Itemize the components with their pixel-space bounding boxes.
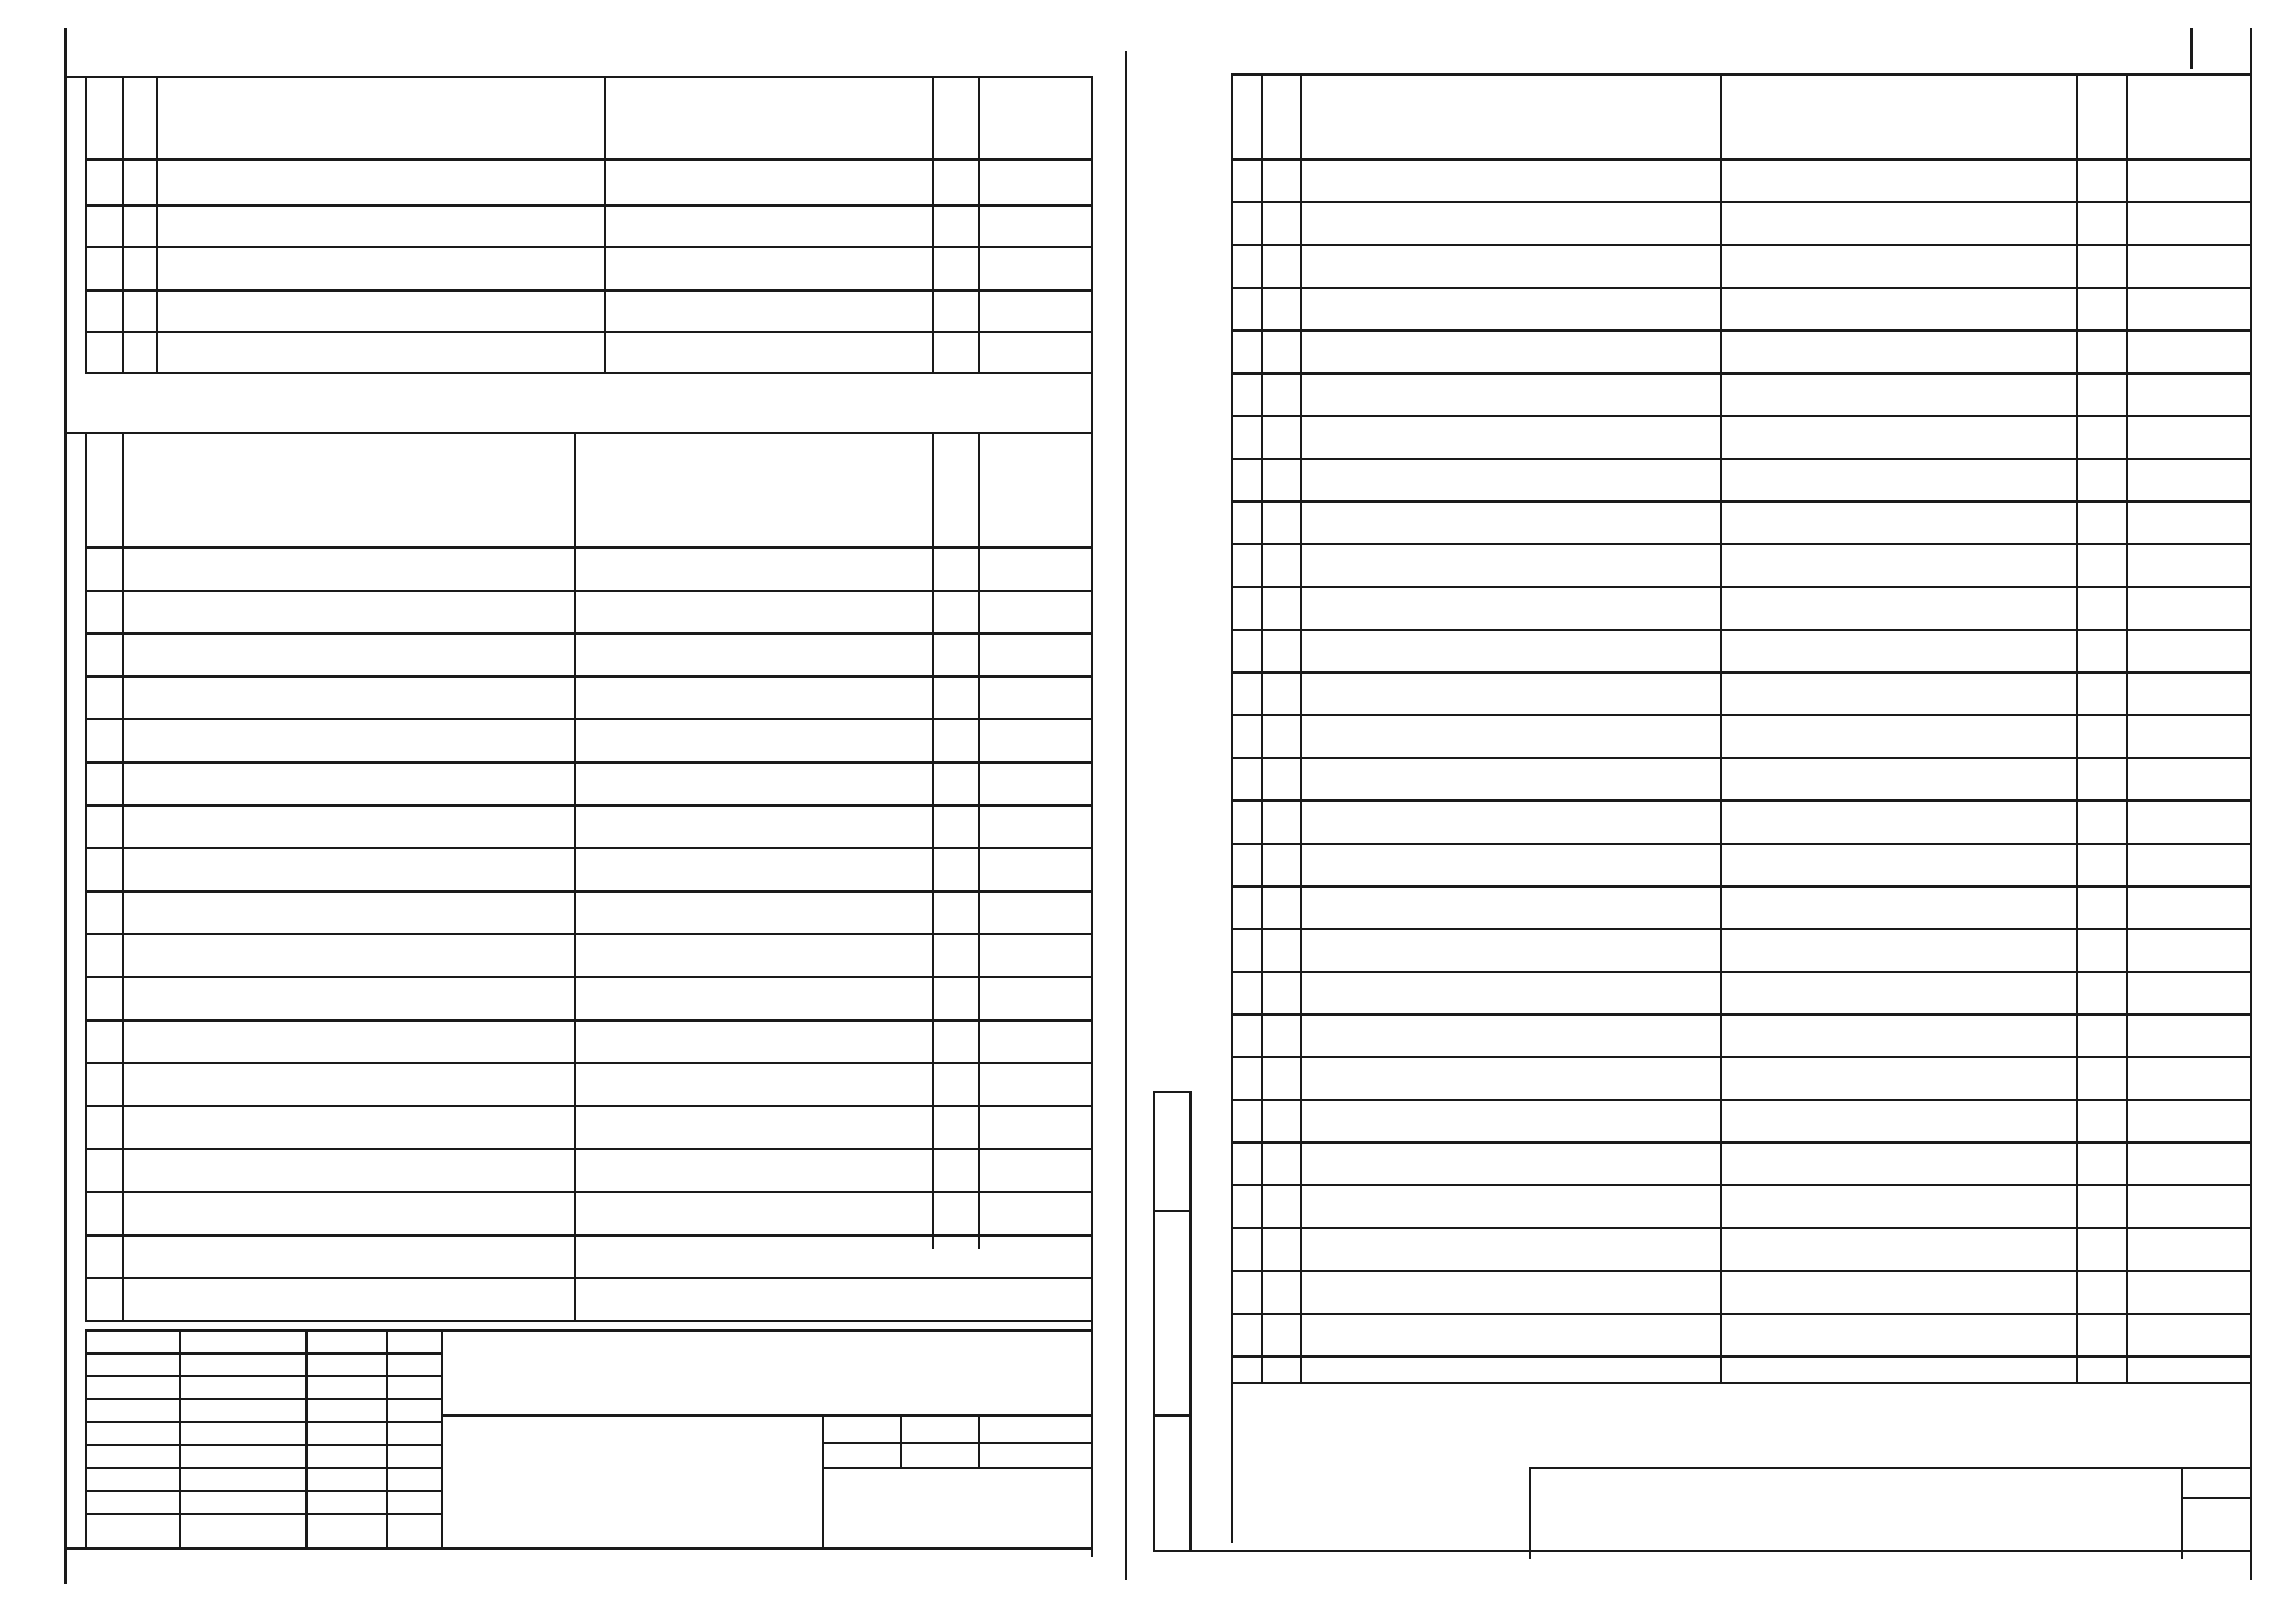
r-row-designation bbox=[1724, 460, 2066, 499]
r-stamp-doc-code bbox=[1529, 1488, 2181, 1538]
r-row-designation bbox=[1724, 845, 2066, 884]
var-row-qty bbox=[932, 720, 978, 759]
r-row-qty bbox=[2076, 759, 2126, 798]
var-row-designation bbox=[576, 1193, 921, 1232]
var-row-exec bbox=[156, 849, 569, 888]
r-row-designation bbox=[1724, 716, 2066, 755]
stamp-role bbox=[87, 1400, 179, 1421]
format-label bbox=[2030, 1554, 2213, 1586]
r-row-exec bbox=[1302, 417, 1715, 456]
r-row-designation bbox=[1724, 203, 2066, 242]
r-row-exec bbox=[1302, 1315, 1715, 1354]
r-row-designation bbox=[1724, 503, 2066, 542]
r-row-designation bbox=[1724, 375, 2066, 414]
r-row-exec bbox=[1302, 545, 1715, 585]
r-header-note bbox=[2126, 96, 2250, 147]
side-label-original-inv bbox=[1160, 1414, 1182, 1547]
r-row-qty bbox=[2076, 332, 2126, 371]
var-row-qty bbox=[932, 1150, 978, 1189]
var-header-exec-1 bbox=[174, 461, 569, 498]
r-row-qty bbox=[2076, 631, 2126, 670]
var-row-qty bbox=[932, 764, 978, 803]
var-row-designation bbox=[576, 935, 921, 974]
r-row-qty bbox=[2076, 1186, 2126, 1225]
r-row-qty bbox=[2076, 716, 2126, 755]
r-row-qty bbox=[2076, 802, 2126, 841]
stamp-title-3 bbox=[459, 1478, 817, 1511]
r-row-qty bbox=[2076, 545, 2126, 585]
r-row-designation bbox=[1724, 930, 2066, 969]
r-row-exec bbox=[1302, 246, 1715, 285]
r-row-qty bbox=[2076, 888, 2126, 927]
var-row-designation bbox=[576, 978, 921, 1017]
var-row-qty bbox=[932, 1107, 978, 1147]
r-row-designation bbox=[1724, 588, 2066, 627]
stamp-org-2 bbox=[824, 1492, 1091, 1518]
r-row-designation bbox=[1724, 161, 2073, 200]
r-row-exec bbox=[1302, 845, 1715, 884]
r-row-designation bbox=[1724, 545, 2066, 585]
r-row-qty bbox=[2076, 973, 2126, 1012]
r-row-exec bbox=[1302, 716, 1715, 755]
r-row-exec bbox=[1302, 588, 1715, 627]
row-name bbox=[606, 248, 932, 287]
stamp-name bbox=[181, 1423, 305, 1444]
row-format bbox=[87, 248, 119, 287]
header-zone bbox=[128, 78, 150, 156]
r-row-designation bbox=[1724, 759, 2066, 798]
row-designation bbox=[207, 248, 602, 287]
header-format bbox=[92, 78, 114, 156]
var-row-designation bbox=[576, 849, 921, 888]
r-row-exec bbox=[1302, 973, 1715, 1012]
var-row-exec bbox=[156, 1107, 569, 1147]
r-row-qty bbox=[2076, 588, 2126, 627]
r-row-designation bbox=[1724, 1186, 2066, 1225]
var-row-exec bbox=[156, 764, 569, 803]
side-label-signature-date bbox=[1160, 1212, 1182, 1410]
r-row-exec bbox=[1302, 161, 1715, 200]
r-row-exec bbox=[1302, 1144, 1715, 1183]
var-row-qty bbox=[932, 893, 978, 932]
header-designation bbox=[195, 92, 604, 142]
r-row-exec bbox=[1302, 888, 1715, 927]
var-row-exec bbox=[156, 720, 569, 759]
r-row-exec bbox=[1302, 1186, 1715, 1225]
copied-by bbox=[1529, 1554, 1851, 1586]
r-stamp-sheet-label bbox=[2182, 1469, 2250, 1495]
section-documentation bbox=[604, 163, 932, 202]
var-row-exec bbox=[156, 1022, 569, 1061]
header-note bbox=[978, 92, 1093, 142]
stamp-role bbox=[87, 1446, 179, 1467]
r-row-designation bbox=[1724, 631, 2066, 670]
r-row-designation bbox=[1724, 802, 2066, 841]
stamp-sheet-label bbox=[900, 1415, 978, 1442]
stamp-doc-code bbox=[441, 1355, 1093, 1405]
stamp-title-4 bbox=[533, 1508, 808, 1540]
r-row-designation bbox=[1724, 1058, 2066, 1097]
r-row-exec bbox=[1302, 759, 1715, 798]
r-row-qty bbox=[2076, 1016, 2126, 1055]
r-row-exec bbox=[1302, 332, 1715, 371]
stamp-role bbox=[87, 1377, 179, 1398]
stamp-name bbox=[181, 1377, 305, 1398]
var-row-designation bbox=[576, 1064, 921, 1103]
var-header-zone bbox=[128, 443, 150, 535]
stamp-role bbox=[87, 1469, 179, 1490]
var-row-exec bbox=[156, 893, 569, 932]
stamp-role bbox=[87, 1354, 179, 1375]
stamp-stage-label bbox=[822, 1415, 900, 1442]
r-row-qty bbox=[2076, 1144, 2126, 1183]
var-row-designation bbox=[576, 1107, 921, 1147]
r-row-designation bbox=[1724, 417, 2066, 456]
r-row-qty bbox=[2076, 417, 2126, 456]
header-pos bbox=[164, 78, 186, 156]
r-row-qty bbox=[2076, 460, 2126, 499]
var-header-exec-2 bbox=[174, 498, 569, 535]
r-row-exec bbox=[1302, 1016, 1715, 1055]
stamp-name bbox=[181, 1446, 305, 1467]
row-name bbox=[606, 292, 932, 331]
var-row-qty bbox=[932, 807, 978, 846]
var-row-exec bbox=[156, 1150, 569, 1189]
section-details-a bbox=[501, 637, 574, 676]
var-row-designation bbox=[576, 720, 930, 759]
r-row-designation bbox=[1724, 1144, 2066, 1183]
stamp-role bbox=[87, 1331, 179, 1352]
section-variable bbox=[294, 551, 569, 590]
stamp-org-1 bbox=[824, 1469, 1091, 1495]
r-row-designation bbox=[1724, 674, 2066, 713]
var-row-designation bbox=[576, 1150, 921, 1189]
r-row-qty bbox=[2076, 203, 2126, 242]
header-qty bbox=[932, 92, 978, 142]
var-header-designation bbox=[574, 478, 932, 528]
stamp-name bbox=[181, 1469, 305, 1490]
stamp-stage bbox=[822, 1442, 900, 1467]
var-row-exec bbox=[156, 807, 569, 846]
r-row-qty bbox=[2076, 1058, 2126, 1097]
stamp-name bbox=[181, 1331, 305, 1352]
signatures bbox=[305, 1329, 386, 1513]
header-name bbox=[604, 92, 932, 142]
stamp-sheet bbox=[900, 1442, 978, 1467]
r-row-qty bbox=[2076, 1272, 2126, 1311]
footnote-line-1 bbox=[99, 1247, 1086, 1290]
r-row-qty bbox=[2076, 845, 2126, 884]
r-row-designation bbox=[1724, 1101, 2066, 1140]
r-row-designation bbox=[1724, 1315, 2066, 1354]
var-row-exec bbox=[156, 1193, 569, 1232]
item-name bbox=[588, 680, 909, 719]
r-row-qty bbox=[2076, 930, 2126, 969]
side-label-replaced-inv bbox=[1160, 1093, 1182, 1208]
r-row-exec bbox=[1302, 460, 1715, 499]
section-data bbox=[579, 551, 854, 590]
var-header-qty bbox=[932, 478, 978, 528]
var-row-designation bbox=[576, 807, 921, 846]
r-row-exec bbox=[1302, 631, 1715, 670]
stamp-name bbox=[181, 1400, 305, 1421]
r-row-qty bbox=[2076, 503, 2126, 542]
var-row-qty bbox=[932, 849, 978, 888]
r-row-designation bbox=[1724, 1229, 2066, 1268]
r-row-exec bbox=[1302, 289, 1715, 328]
r-header-zone bbox=[1269, 76, 1291, 154]
r-row-qty bbox=[2076, 289, 2126, 328]
r-row-qty bbox=[2076, 161, 2126, 200]
var-header-format bbox=[92, 443, 114, 535]
r-row-exec bbox=[1302, 1272, 1715, 1311]
r-row-designation bbox=[1724, 1016, 2066, 1055]
r-row-exec bbox=[1302, 1058, 1715, 1097]
r-row-exec bbox=[1302, 1229, 1715, 1268]
var-row-designation bbox=[576, 1022, 921, 1061]
r-row-exec bbox=[1302, 802, 1715, 841]
r-row-format bbox=[1235, 161, 1261, 200]
r-row-designation bbox=[1724, 973, 2066, 1012]
r-row-designation bbox=[1724, 289, 2066, 328]
item-position bbox=[257, 680, 574, 719]
var-header-note bbox=[978, 478, 1093, 528]
var-row-exec bbox=[156, 978, 569, 1017]
stamp-org-3 bbox=[824, 1518, 1091, 1545]
var-row-exec bbox=[156, 935, 569, 974]
footnote-line-2 bbox=[133, 1286, 1052, 1325]
row-designation bbox=[207, 292, 602, 331]
var-row-designation bbox=[576, 764, 921, 803]
stamp-sheets bbox=[978, 1442, 1093, 1467]
r-row-designation bbox=[1724, 1272, 2066, 1311]
r-row-exec bbox=[1302, 930, 1715, 969]
r-header-designation bbox=[1720, 96, 2076, 147]
r-row-exec bbox=[1302, 375, 1715, 414]
var-row-qty bbox=[932, 1193, 978, 1232]
var-row-qty bbox=[932, 1022, 978, 1061]
r-row-designation bbox=[1724, 888, 2066, 927]
r-header-exec-1 bbox=[1332, 83, 1717, 119]
r-header-qty bbox=[2076, 96, 2126, 147]
stamp-title-2 bbox=[459, 1449, 817, 1481]
var-row-qty bbox=[932, 978, 978, 1017]
var-row-format bbox=[87, 720, 119, 759]
var-row-exec bbox=[156, 1064, 569, 1103]
r-header-exec-2 bbox=[1332, 119, 1717, 156]
r-row-designation bbox=[1724, 332, 2066, 371]
r-row-designation bbox=[1724, 246, 2066, 285]
section-details-b bbox=[576, 637, 714, 676]
r-row-qty bbox=[2076, 1315, 2126, 1354]
r-row-qty bbox=[2076, 246, 2126, 285]
r-row-qty bbox=[2076, 1229, 2126, 1268]
r-row-qty bbox=[2076, 1101, 2126, 1140]
row-format bbox=[87, 292, 119, 331]
r-row-qty bbox=[2076, 674, 2126, 713]
var-row-qty bbox=[932, 935, 978, 974]
stamp-sheets-label bbox=[978, 1415, 1093, 1442]
var-row-qty bbox=[932, 1064, 978, 1103]
stamp-name bbox=[181, 1354, 305, 1375]
stamp-role bbox=[87, 1423, 179, 1444]
r-row-exec bbox=[1302, 203, 1715, 242]
r-header-format bbox=[1234, 76, 1256, 154]
r-row-exec bbox=[1302, 503, 1715, 542]
r-row-exec bbox=[1302, 674, 1715, 713]
r-row-exec bbox=[1302, 1101, 1715, 1140]
r-stamp-sheet bbox=[2182, 1501, 2250, 1547]
var-row-designation bbox=[576, 893, 921, 932]
stamp-title-1 bbox=[478, 1419, 817, 1451]
r-row-qty bbox=[2076, 375, 2126, 414]
